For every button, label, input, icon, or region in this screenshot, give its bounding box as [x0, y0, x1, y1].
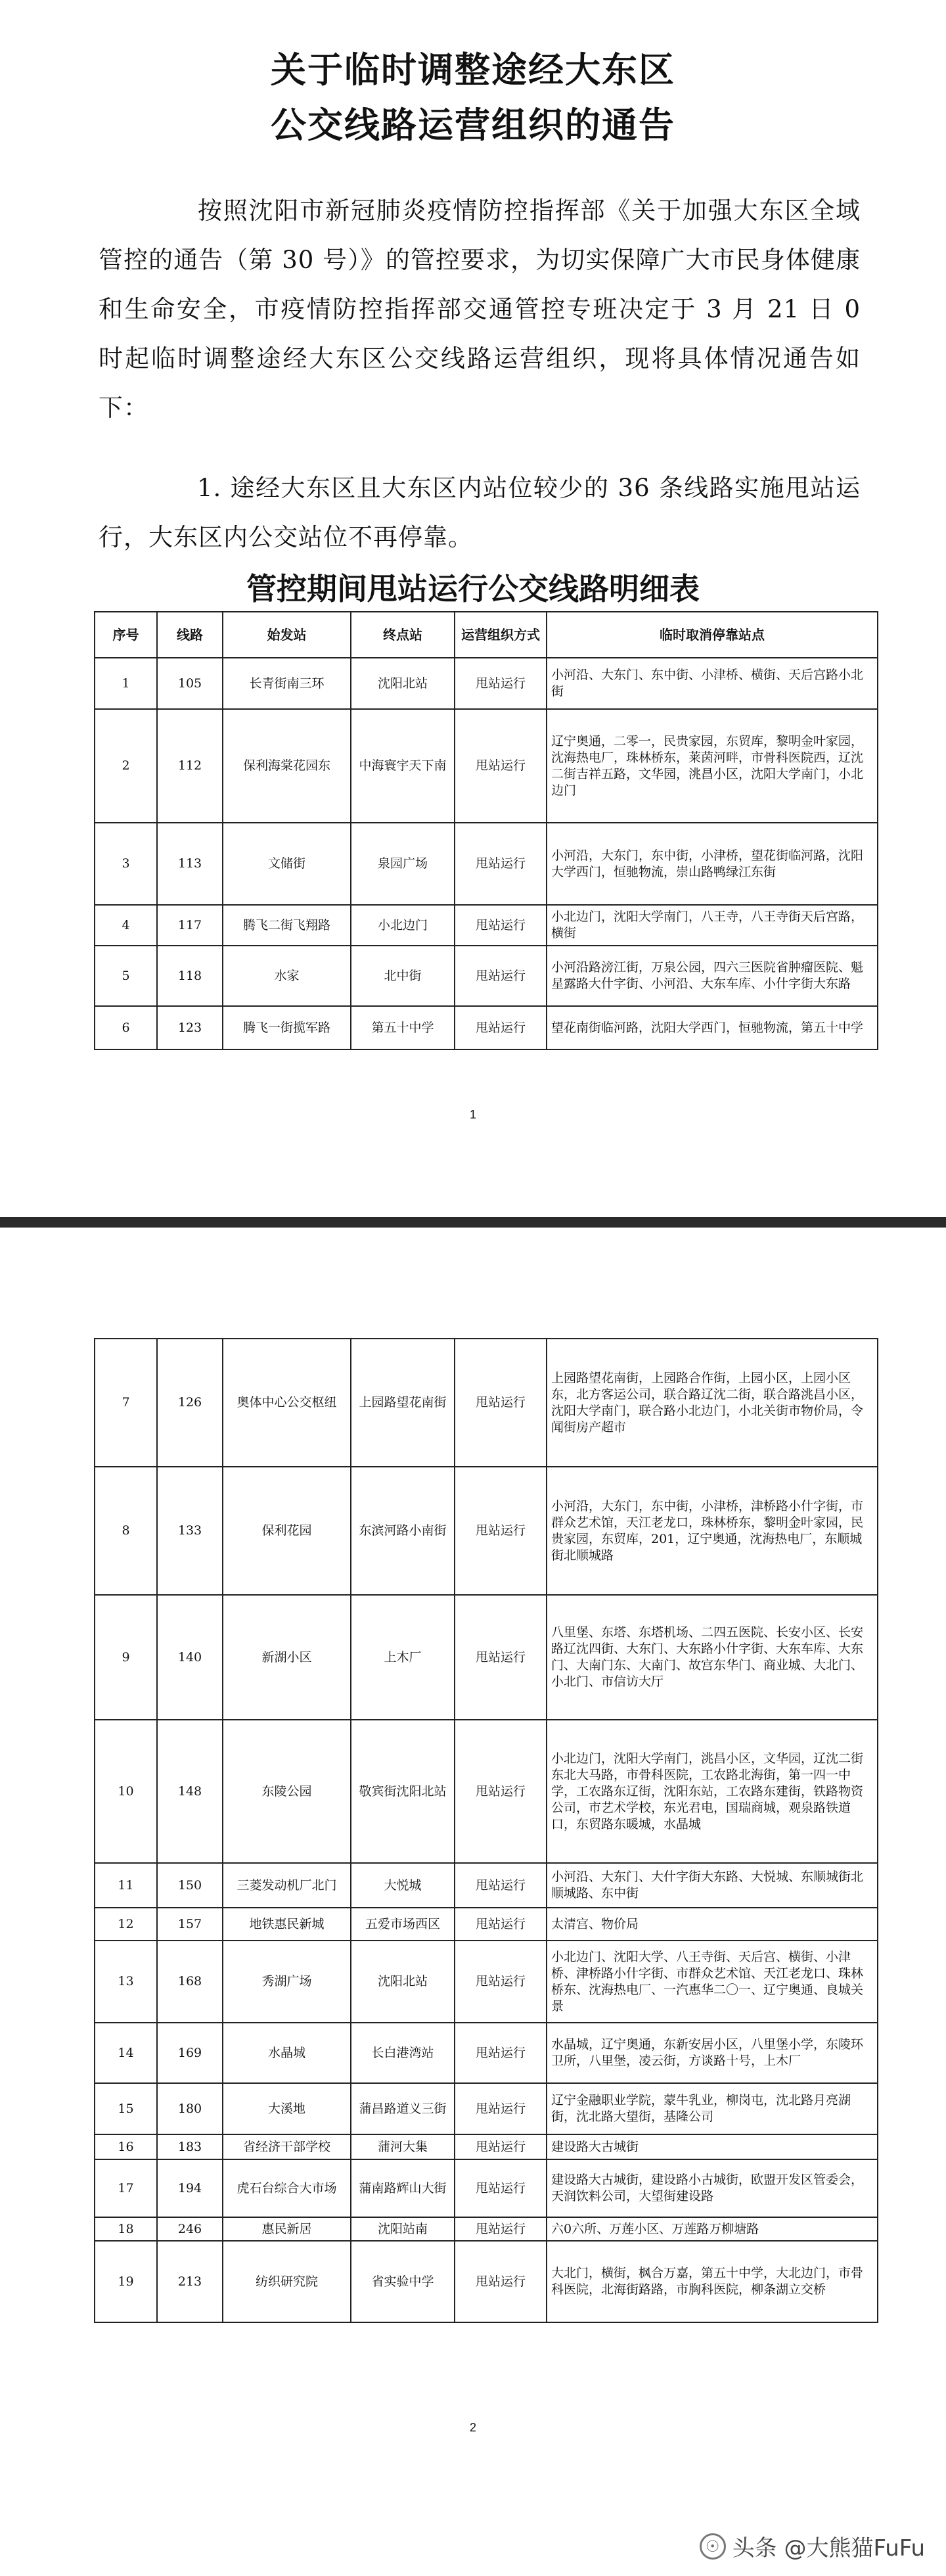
- cell-route: 213: [157, 2241, 223, 2322]
- cell-mode: 甩站运行: [455, 1720, 547, 1863]
- table-row: [95, 2023, 878, 2083]
- cell-no: 6: [95, 1006, 157, 1049]
- cell-end: 沈阳站南: [351, 2217, 455, 2241]
- cell-start: 纺织研究院: [223, 2241, 351, 2322]
- cell-end: 小北边门: [351, 905, 455, 946]
- cell-end: 五爱市场西区: [351, 1908, 455, 1941]
- table-row: [95, 1339, 878, 1467]
- cell-mode: 甩站运行: [455, 2217, 547, 2241]
- cell-mode: 甩站运行: [455, 823, 547, 905]
- cell-mode: 甩站运行: [455, 2241, 547, 2322]
- cell-mode: 甩站运行: [455, 709, 547, 823]
- cell-route: 183: [157, 2134, 223, 2159]
- cell-start: 奥体中心公交枢纽: [223, 1339, 351, 1467]
- cell-no: 11: [95, 1863, 157, 1908]
- cell-no: 2: [95, 709, 157, 823]
- cell-mode: 甩站运行: [455, 2023, 547, 2083]
- document-page-1: [0, 0, 946, 1209]
- header-stops: 临时取消停靠站点: [547, 612, 878, 658]
- table-row: [95, 1941, 878, 2023]
- cell-route: 194: [157, 2159, 223, 2217]
- watermark: [700, 2530, 925, 2562]
- cell-end: 北中街: [351, 946, 455, 1006]
- cell-end: 沈阳北站: [351, 1941, 455, 2023]
- cell-no: 17: [95, 2159, 157, 2217]
- table-row: [95, 905, 878, 946]
- cell-route: 157: [157, 1908, 223, 1941]
- cell-end: 上木厂: [351, 1595, 455, 1720]
- table-title: 管控期间甩站运行公交线路明细表: [246, 571, 700, 607]
- table-row: [95, 946, 878, 1006]
- cell-end: 省实验中学: [351, 2241, 455, 2322]
- cell-route: 140: [157, 1595, 223, 1720]
- cell-stops: 小北边门、沈阳大学、八王寺街、天后宫、横街、小津桥、津桥路小什字街、市群众艺术馆、天江老龙口、珠林桥东、沈海热电厂、一汽惠华二〇一、辽宁奥通、良城关景: [547, 1941, 878, 2023]
- cell-end: 敬宾街沈阳北站: [351, 1720, 455, 1863]
- header-mode: 运营组织方式: [455, 612, 547, 658]
- cell-start: 水晶城: [223, 2023, 351, 2083]
- page-number-2: 2: [469, 2421, 476, 2434]
- cell-stops: 小北边门，沈阳大学南门，洮昌小区，文华园，辽沈二街东北大马路，市骨科医院，工农路北海街，第一四一中学，工农路东辽街，沈阳东站，工农路东建街，铁路物资公司，市艺术学校，东光君电，国瑞商城，观泉路铁道口，东贸路东暖城，水晶城: [547, 1720, 878, 1863]
- cell-mode: 甩站运行: [455, 1941, 547, 2023]
- route-table-page-2: [94, 1338, 878, 2323]
- cell-no: 13: [95, 1941, 157, 2023]
- cell-stops: 上园路望花南街，上园路合作街，上园小区，上园小区东，北方客运公司，联合路辽沈二街，联合路洮昌小区，沈阳大学南门，联合路小北边门，小北关街市物价局，令闻街房产超市: [547, 1339, 878, 1467]
- cell-end: 蒲南路辉山大街: [351, 2159, 455, 2217]
- table-row: [95, 1595, 878, 1720]
- notice-title-line-1: 关于临时调整途经大东区: [271, 49, 675, 91]
- cell-mode: 甩站运行: [455, 1339, 547, 1467]
- cell-no: 10: [95, 1720, 157, 1863]
- table-row: [95, 1006, 878, 1049]
- cell-end: 蒲河大集: [351, 2134, 455, 2159]
- cell-mode: 甩站运行: [455, 1595, 547, 1720]
- cell-stops: 六0六所、万莲小区、万莲路万柳塘路: [547, 2217, 878, 2241]
- cell-stops: 小河沿，大东门，东中街，小津桥，津桥路小什字街，市群众艺术馆，天江老龙口，珠林桥东，黎明金叶家园，民贵家园，东贸库，201，辽宁奥通，沈海热电厂，东顺城街北顺城路: [547, 1467, 878, 1595]
- cell-route: 112: [157, 709, 223, 823]
- page-divider: [0, 1217, 946, 1228]
- cell-route: 168: [157, 1941, 223, 2023]
- table-row: [95, 2241, 878, 2322]
- cell-stops: 大北门，横街，枫合万嘉，第五十中学，大北边门，市骨科医院，北海街路路，市胸科医院，柳条湖立交桥: [547, 2241, 878, 2322]
- cell-start: 惠民新居: [223, 2217, 351, 2241]
- cell-no: 7: [95, 1339, 157, 1467]
- cell-stops: 小北边门，沈阳大学南门，八王寺，八王寺街天后宫路，横街: [547, 905, 878, 946]
- cell-no: 14: [95, 2023, 157, 2083]
- table-row: [95, 823, 878, 905]
- route-table-page-1: [94, 611, 878, 1050]
- cell-route: 133: [157, 1467, 223, 1595]
- notice-paragraph-2: 1. 途经大东区且大东区内站位较少的 36 条线路实施甩站运行，大东区内公交站位不再停靠。: [99, 474, 861, 551]
- cell-mode: 甩站运行: [455, 946, 547, 1006]
- cell-no: 16: [95, 2134, 157, 2159]
- cell-start: 保利海棠花园东: [223, 709, 351, 823]
- cell-start: 长青街南三环: [223, 658, 351, 709]
- cell-stops: 太清宫、物价局: [547, 1908, 878, 1941]
- cell-no: 12: [95, 1908, 157, 1941]
- cell-start: 秀湖广场: [223, 1941, 351, 2023]
- cell-no: 9: [95, 1595, 157, 1720]
- table-row: [95, 709, 878, 823]
- cell-mode: 甩站运行: [455, 1863, 547, 1908]
- cell-stops: 小河沿、大东门、大什字街大东路、大悦城、东顺城街北顺城路、东中街: [547, 1863, 878, 1908]
- cell-stops: 八里堡、东塔、东塔机场、二四五医院、长安小区、长安路辽沈四街、大东门、大东路小什字街、大东车库、大东门、大南门东、大南门、故宫东华门、商业城、大北门、小北门、市信访大厅: [547, 1595, 878, 1720]
- cell-stops: 小河沿路滂江街，万泉公园，四六三医院省肿瘤医院、魁星露路大什字街、小河沿、大东车库、小什字街大东路: [547, 946, 878, 1006]
- cell-no: 3: [95, 823, 157, 905]
- table-row: [95, 2217, 878, 2241]
- table-row: [95, 2083, 878, 2134]
- cell-end: 中海寰宇天下南: [351, 709, 455, 823]
- cell-stops: 水晶城，辽宁奥通，东新安居小区，八里堡小学，东陵环卫所，八里堡，凌云街，方谈路十号，上木厂: [547, 2023, 878, 2083]
- cell-route: 180: [157, 2083, 223, 2134]
- cell-no: 4: [95, 905, 157, 946]
- table-row: [95, 1467, 878, 1595]
- cell-stops: 辽宁奥通，二零一，民贵家园，东贸库，黎明金叶家园，沈海热电厂，珠林桥东，莱茵河畔，市骨科医院西，辽沈二街吉祥五路，文华园，洮昌小区，沈阳大学南门，小北边门: [547, 709, 878, 823]
- table-row: [95, 1863, 878, 1908]
- cell-end: 大悦城: [351, 1863, 455, 1908]
- cell-end: 沈阳北站: [351, 658, 455, 709]
- cell-no: 19: [95, 2241, 157, 2322]
- cell-route: 150: [157, 1863, 223, 1908]
- cell-route: 105: [157, 658, 223, 709]
- table-row: [95, 658, 878, 709]
- cell-mode: 甩站运行: [455, 2134, 547, 2159]
- cell-start: 省经济干部学校: [223, 2134, 351, 2159]
- cell-start: 地铁惠民新城: [223, 1908, 351, 1941]
- cell-mode: 甩站运行: [455, 2083, 547, 2134]
- cell-mode: 甩站运行: [455, 1467, 547, 1595]
- cell-start: 水家: [223, 946, 351, 1006]
- cell-start: 文储街: [223, 823, 351, 905]
- cell-start: 保利花园: [223, 1467, 351, 1595]
- cell-mode: 甩站运行: [455, 2159, 547, 2217]
- cell-mode: 甩站运行: [455, 1006, 547, 1049]
- cell-end: 长白港湾站: [351, 2023, 455, 2083]
- cell-route: 123: [157, 1006, 223, 1049]
- cell-start: 腾飞二街飞翔路: [223, 905, 351, 946]
- cell-route: 126: [157, 1339, 223, 1467]
- cell-start: 虎石台综合大市场: [223, 2159, 351, 2217]
- cell-stops: 建设路大古城街: [547, 2134, 878, 2159]
- cell-end: 蒲昌路道义三街: [351, 2083, 455, 2134]
- cell-start: 三菱发动机厂北门: [223, 1863, 351, 1908]
- notice-paragraph-1: 按照沈阳市新冠肺炎疫情防控指挥部《关于加强大东区全域管控的通告（第 30 号）》的管控要求，为切实保障广大市民身体健康和生命安全，市疫情防控指挥部交通管控专班决定于 3 月 21 日 0 时起临时调整途经大东区公交线路运营组织，现将具体情况通告如下：: [99, 196, 861, 422]
- cell-stops: 辽宁金融职业学院，蒙牛乳业，柳岗屯，沈北路月亮湖街，沈北路大望街，基隆公司: [547, 2083, 878, 2134]
- cell-no: 18: [95, 2217, 157, 2241]
- cell-route: 118: [157, 946, 223, 1006]
- table-header-row: [95, 612, 878, 658]
- cell-mode: 甩站运行: [455, 658, 547, 709]
- cell-start: 新湖小区: [223, 1595, 351, 1720]
- cell-route: 117: [157, 905, 223, 946]
- header-route: 线路: [157, 612, 223, 658]
- cell-route: 148: [157, 1720, 223, 1863]
- cell-end: 东滨河路小南街: [351, 1467, 455, 1595]
- page-number-1: 1: [469, 1108, 476, 1121]
- cell-stops: 建设路大古城街，建设路小古城街，欧盟开发区管委会，天润饮料公司，大望街建设路: [547, 2159, 878, 2217]
- cell-stops: 望花南街临河路，沈阳大学西门，恒驰物流，第五十中学: [547, 1006, 878, 1049]
- table-row: [95, 2134, 878, 2159]
- cell-no: 5: [95, 946, 157, 1006]
- cell-end: 第五十中学: [351, 1006, 455, 1049]
- toutiao-icon: ☉: [700, 2533, 726, 2560]
- cell-mode: 甩站运行: [455, 1908, 547, 1941]
- header-no: 序号: [95, 612, 157, 658]
- cell-no: 15: [95, 2083, 157, 2134]
- cell-mode: 甩站运行: [455, 905, 547, 946]
- header-end: 终点站: [351, 612, 455, 658]
- cell-no: 1: [95, 658, 157, 709]
- table-row: [95, 2159, 878, 2217]
- cell-end: 泉园广场: [351, 823, 455, 905]
- cell-start: 大溪地: [223, 2083, 351, 2134]
- notice-title-line-2: 公交线路运营组织的通告: [271, 104, 675, 146]
- watermark-text: 头条 @大熊猫FuFu: [732, 2535, 925, 2562]
- cell-stops: 小河沿、大东门、东中街、小津桥、横街、天后宫路小北街: [547, 658, 878, 709]
- table-row: [95, 1720, 878, 1863]
- cell-route: 113: [157, 823, 223, 905]
- cell-route: 246: [157, 2217, 223, 2241]
- cell-stops: 小河沿，大东门，东中街，小津桥，望花街临河路，沈阳大学西门，恒驰物流，崇山路鸭绿江东街: [547, 823, 878, 905]
- cell-end: 上园路望花南街: [351, 1339, 455, 1467]
- cell-route: 169: [157, 2023, 223, 2083]
- cell-start: 东陵公园: [223, 1720, 351, 1863]
- header-start: 始发站: [223, 612, 351, 658]
- cell-no: 8: [95, 1467, 157, 1595]
- table-row: [95, 1908, 878, 1941]
- cell-start: 腾飞一街揽军路: [223, 1006, 351, 1049]
